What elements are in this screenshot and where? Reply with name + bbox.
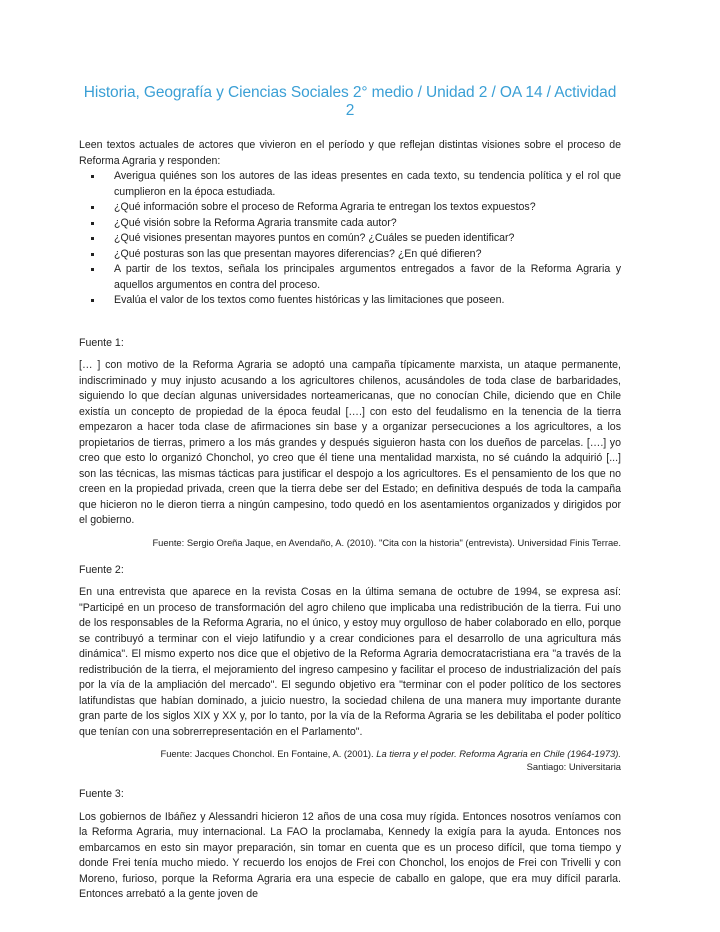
source-1-citation: Fuente: Sergio Oreña Jaque, en Avendaño, A. (2010). "Cita con la historia" (entrevista). Universidad Finis Terrae. [152,536,621,548]
question-item: Averigua quiénes son los autores de las ideas presentes en cada texto, su tendencia política y el rol que cumplieron en la época estudiada. [113,169,621,200]
source-2-label: Fuente 2: [79,563,124,576]
question-item: ¿Qué posturas son las que presentan mayores diferencias? ¿En qué difieren? [113,247,621,263]
citation-book-title: La tierra y el poder. Reforma Agraria en Chile (1964-1973). [376,748,621,759]
intro-text: Leen textos actuales de actores que vivieron en el período y que reflejan distintas visiones sobre el proceso de Reforma Agraria y responden: [79,139,621,167]
citation-author: Fuente: Jacques Chonchol. En Fontaine, A. (2001). [160,748,377,759]
source-3-label: Fuente 3: [79,788,124,800]
question-list [79,169,621,309]
question-item: A partir de los textos, señala los principales argumentos entregados a favor de la Reforma Agraria y aquellos argumentos en contra del proceso. [113,262,621,293]
question-item: ¿Qué información sobre el proceso de Reforma Agraria te entregan los textos expuestos? [113,200,621,216]
page-title: Historia, Geografía y Ciencias Sociales 2° medio / Unidad 2 / OA 14 / Actividad 2 [83,84,617,119]
question-item: ¿Qué visión sobre la Reforma Agraria transmite cada autor? [113,216,621,232]
question-item: Evalúa el valor de los textos como fuentes históricas y las limitaciones que poseen. [113,293,621,309]
source-1-label: Fuente 1: [79,336,124,349]
document-page [79,84,621,903]
question-item: ¿Qué visiones presentan mayores puntos en común? ¿Cuáles se pueden identificar? [113,231,621,247]
source-1-text: [… ] con motivo de la Reforma Agraria se adoptó una campaña típicamente marxista, un ataque permanente, indiscriminado y muy injusto acusando a los agricultores chilenos, acusándoles de toda clase de barbaridades, siguiendo lo que decían algunas universidades norteamericanas, que no conocían Chile, diciendo que en Chile existía un concepto de propiedad de la época feudal [….] con esto del feudalismo en la tenencia de la tierra empezaron a hacer toda clase de afirmaciones sin base y a organizar persecuciones a los agricultores, a los propietarios de tierras, primero a los más grandes y después siguieron hasta con los dueños de parcelas. [….] yo creo que esto lo organizó Chonchol, yo creo que él tiene una mentalidad marxista, no sé cuándo la adquirió [...] son las técnicas, las mismas tácticas para justificar el despojo a los agricultores. Es el pensamiento de los que no creen en la propiedad privada, creen que la tierra debe ser del Estado; en definitiva después de toda la campaña que hicieron no le dieron tierra a ningún campesino, todo quedó en los asentamientos organizados y dirigidos por el gobierno. [79,359,621,526]
source-2-text: En una entrevista que aparece en la revista Cosas en la última semana de octubre de 1994, se expresa así: "Participé en un proceso de transformación del agro chileno que implicaba una redistribución de la tierra. Fui uno de los responsables de la Reforma Agraria, no el único, y estoy muy orgulloso de haber colaborado en ello, porque se contribuyó a terminar con el viejo latifundio y a crear condiciones para el desarrollo de una agricultura más dinámica". El mismo experto nos dice que el objetivo de la Reforma Agraria democratacristiana era "a través de la redistribución de la tierra, el mejoramiento del ingreso campesino y facilitar el proceso de industrialización del país por la vía de la ampliación del mercado". El segundo objetivo era "terminar con el poder político de los sectores latifundistas que habían dominado, a juicio nuestro, la sociedad chilena de una manera muy importante durante gran parte de los siglos XIX y XX y, por lo tanto, por la vía de la Reforma Agraria se les debilitaba el poder político que tenían con una sobrerrepresentación en el Parlamento". [79,586,621,738]
source-2-citation [79,747,621,773]
citation-publisher: Santiago: Universitaria [526,761,621,772]
source-3-text: Los gobiernos de Ibáñez y Alessandri hicieron 12 años de una cosa muy rígida. Entonces nosotros veníamos con la Reforma Agraria, muy internacional. La FAO la proclamaba, Kennedy la exigía para la ayuda. Entonces nos embarcamos en esto sin mayor preparación, sin tomar en cuenta que es un proceso difícil, que toma tiempo y donde Frei tenía mucho miedo. Y recuerdo los enojos de Frei con Chonchol, los enojos de Frei con Trivelli y con Moreno, furioso, porque la Reforma Agraria era una especie de caballo en galope, que era muy difícil pararla. Entonces arrebató a la gente joven de [79,810,621,900]
